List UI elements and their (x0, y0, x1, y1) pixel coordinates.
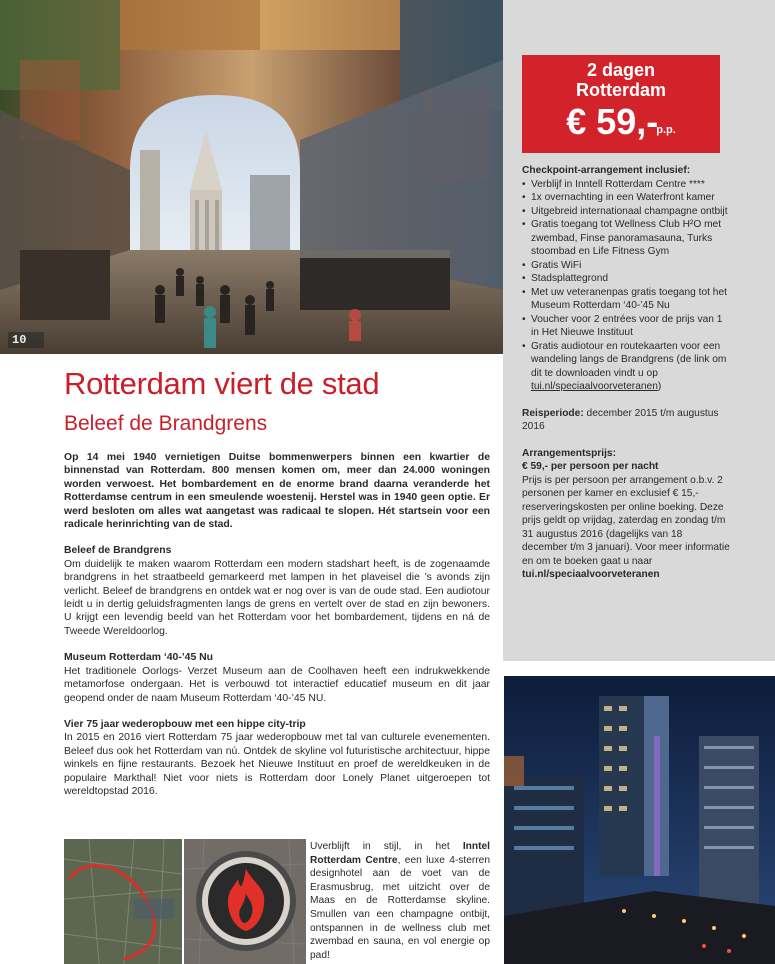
hotel-caption: Uverblijft in stijl, in het Inntel Rotterdam Centre, een luxe 4-sterren designhotel aan de voet van de Erasmusbrug, met uitzicht over de Maas en de Rotterdamse skyline. Smullen van een champagne ontbijt, ontspannen in de wellness club met zwembad en sauna, en vol energie op pad! (310, 841, 490, 961)
section-body: Om duidelijk te maken waarom Rotterdam een modern stadshart heeft, is de zogenaamde brandgrens in het straatbeeld gemarkeerd met lampen in het plaveisel die ’s avonds zijn verlicht. Beleef de brandgrens en ontdek wat er nog over is van de oude stad. Een audiotour leidt u in dertig geluidsfragmenten langs de grens en vertelt over de stad en zijn bewoners. U krijgt een levendig beeld van het Rotterdam voor het bombardement, tijdens en ná de Tweede Wereldoorlog. (64, 558, 490, 637)
article-subtitle: Beleef de Brandgrens (64, 412, 268, 435)
section-heading: Museum Rotterdam ‘40-’45 Nu (64, 652, 213, 664)
price-suffix: p.p. (656, 124, 676, 136)
list-item: • Met uw veteranenpas gratis toegang tot het Museum Rotterdam ‘40-’45 Nu (522, 286, 730, 313)
price-box (522, 55, 720, 153)
travel-period: Reisperiode: december 2015 t/m augustus 2016 (522, 407, 719, 432)
hero-overlay-number: 10 (12, 333, 27, 347)
article-body (64, 451, 490, 798)
list-item: • Gratis audiotour en routekaarten voor een wandeling langs de Brandgrens (de link om dit te downloaden vindt u op tui.nl/speciaalvoorveteranen) (522, 340, 730, 394)
prices-heading: Arrangementsprijs: (522, 447, 616, 459)
article-title: Rotterdam viert de stad (64, 366, 380, 401)
markthal-photo (0, 0, 503, 354)
hotel-night-photo (504, 676, 775, 964)
section-wederopbouw (64, 718, 490, 798)
section-body: In 2015 en 2016 viert Rotterdam 75 jaar wederopbouw met tal van culturele evenementen. Beleef dus ook het Rotterdam van nú. Ontdek de skyline vol futuristische architectuur, hippe winkels en fijne restaurants. Bezoek het Nieuwe Instituut en proef de wereldkeuken in de populaire Markthal! Niet voor niets is Rotterdam door Lonely Planet uitgeroepen tot wereldtopstad 2016. (64, 732, 490, 797)
section-heading: Vier 75 jaar wederopbouw met een hippe city-trip (64, 718, 306, 730)
route-map-photo (64, 839, 182, 964)
prices-text: Prijs is per persoon per arrangement o.b.v. 2 personen per kamer en exclusief € 15,- reserveringskosten per online boeking. Deze prijs geldt op vrijdag, zaterdag en zondag t/m 31 augustus 2016 (dagelijks van 18 december t/m 3 januari). Voor meer informatie en om te boeken gaat u naar tui.nl/speciaalvoorveteranen (522, 474, 730, 580)
list-item: • Verblijf in Inntell Rotterdam Centre **** (522, 178, 730, 192)
price-box-line1: 2 dagen (586, 60, 656, 80)
prices-bold: € 59,- per persoon per nacht (522, 461, 659, 472)
arrangement-heading: Checkpoint-arrangement inclusief: (522, 165, 691, 176)
article-lead: Op 14 mei 1940 vernietigen Duitse bommenwerpers binnen een kwartier de binnenstad van Rotterdam. 800 mensen komen om, meer dan 24.000 woningen worden verwoest. Het bombardement en de enorme brand daarna veranderde het Rotterdamse centrum in een smeulende woestenij. Herstel was in 1940 geen optie. Er werd besloten om alles wat aangetast was radicaal te slopen. Hét startsein voor een radicale herinrichting van de stad. (64, 452, 490, 531)
list-item: • Uitgebreid internationaal champagne ontbijt (522, 205, 730, 219)
list-item: • Stadsplattegrond (522, 272, 730, 286)
price-box-line2: Rotterdam (575, 80, 666, 100)
price-amount: € 59,-$^{p.p.}$ (566, 101, 676, 142)
hotel-name: Inntel Rotterdam Centre (310, 841, 490, 866)
section-body: Het traditionele Oorlogs- Verzet Museum aan de Coolhaven heeft een indrukwekkende metamorfose ondergaan. Het is verbouwd tot interactief educatief museum en dit jaar geopend onder de naam Museum Rotterdam ‘40-’45 NU. (64, 665, 490, 704)
brandgrens-light-photo (184, 839, 306, 964)
list-item: • Gratis WiFi (522, 259, 730, 273)
arrangement-details (522, 164, 730, 582)
tui-link[interactable]: tui.nl/speciaalvoorveteranen (531, 381, 658, 392)
arrangement-list (522, 178, 730, 394)
list-item: • 1x overnachting in een Waterfront kamer (522, 191, 730, 205)
booking-link[interactable]: tui.nl/speciaalvoorveteranen (522, 569, 660, 580)
section-museum (64, 651, 490, 705)
list-item: • Voucher voor 2 entrées voor de prijs van 1 in Het Nieuwe Instituut (522, 313, 730, 340)
list-item: • Gratis toegang tot Wellness Club H²O met zwembad, Finse panoramasauna, Turks stoombad en Life Fitness Gym (522, 218, 730, 259)
section-heading: Beleef de Brandgrens (64, 545, 172, 557)
section-brandgrens (64, 544, 490, 638)
